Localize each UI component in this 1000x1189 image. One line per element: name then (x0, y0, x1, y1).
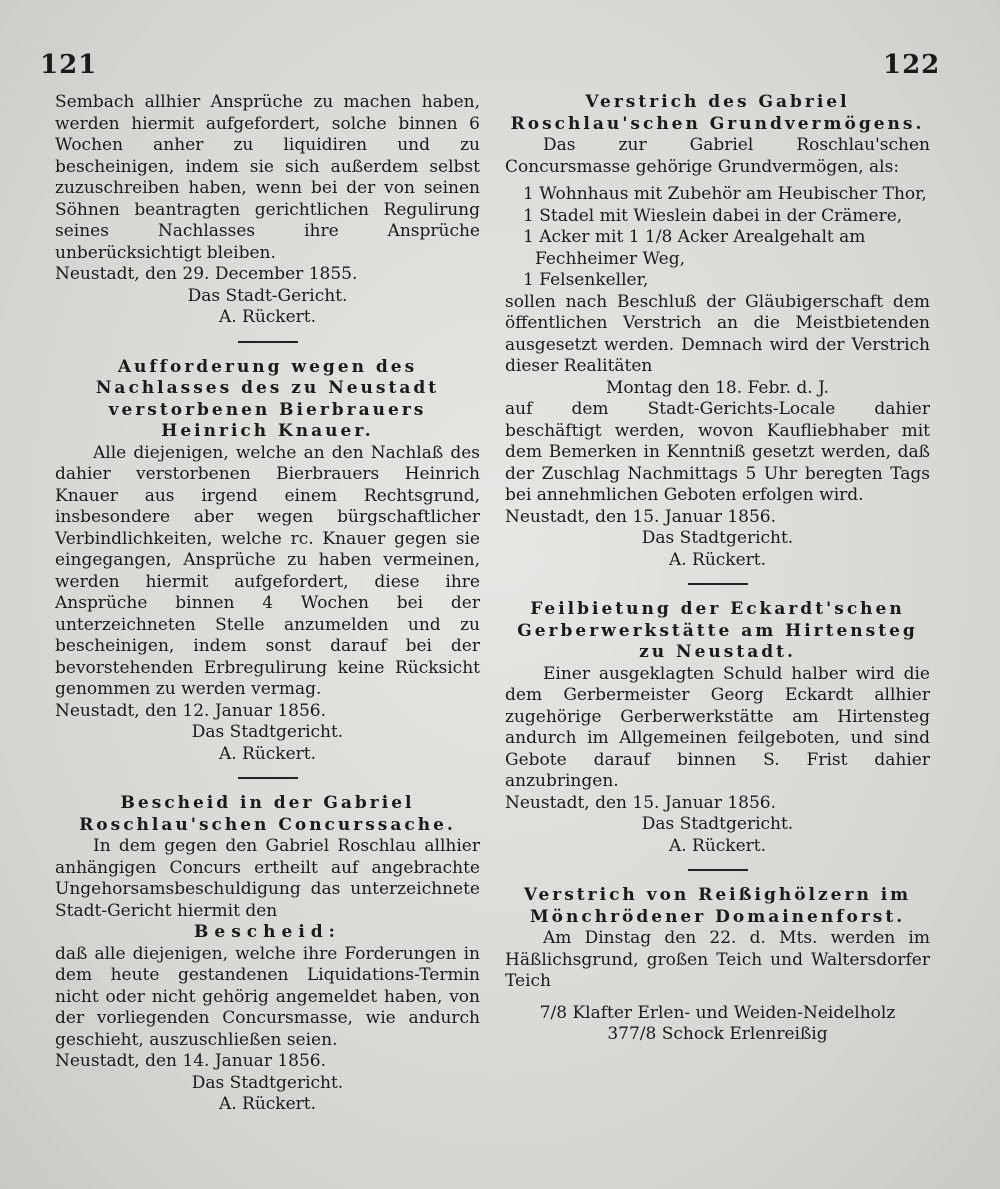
right-column (505, 92, 930, 1046)
list-item: 1 Wohnhaus mit Zubehör am Heubischer Thor, (523, 184, 927, 204)
page-number-right: 122 (883, 50, 941, 80)
signature: A. Rückert. (668, 835, 767, 856)
notice-heading: Aufforderung wegen des Nachlasses des zu Neustadt verstorbenen Bierbrauers Heinrich Knauer. (95, 356, 440, 441)
section-divider (688, 583, 748, 585)
notice-heading: Bescheid in der Gabriel Roschlau'schen Concurssache. (79, 793, 456, 835)
list-item: 377/8 Schock Erlenreißig (607, 1024, 828, 1044)
continued-notice-text: Sembach allhier Ansprüche zu machen haben, werden hiermit aufgefordert, solche binnen 6 Wochen anher zu liquidiren und zu bescheinigen, indem sie sich außerdem selbst zuzuschreiben haben, wenn bei der von seinen Söhnen beantragten gerichtlichen Regulirung seines Nachlasses ihre Ansprüche unberücksichtigt bleiben. (55, 92, 480, 263)
property-list (523, 184, 930, 292)
wood-list (505, 1003, 930, 1046)
auction-date: Montag den 18. Febr. d. J. (605, 377, 830, 398)
notice-text: Alle diejenigen, welche an den Nachlaß des dahier verstorbenen Bierbrauers Heinrich Knauer aus irgend einem Rechtsgrund, insbesondere aber wegen bürgschaftlicher Verbindlichkeiten, welche rc. Knauer gegen sie eingegangen, Ansprüche zu haben vermeinen, werden hiermit aufgefordert, diese ihre Ansprüche binnen 4 Wochen bei der unterzeichneten Stelle anzumelden und zu bescheinigen, indem sonst darauf bei der bevorstehenden Erbregulirung keine Rücksicht genommen zu werden vermag. (55, 442, 480, 699)
notice-heading: Verstrich des Gabriel Roschlau'schen Grundvermögens. (510, 92, 925, 134)
page-number-left: 121 (40, 50, 98, 80)
left-column (55, 92, 480, 1116)
notice-text: In dem gegen den Gabriel Roschlau allhier anhängigen Concurs ertheilt auf angebrachte Ungehorsamsbeschuldigung das unterzeichnete Stadt-Gericht hiermit den (55, 836, 480, 921)
list-item: 1 Felsenkeller, (523, 270, 649, 290)
list-item: 1 Stadel mit Wieslein dabei in der Crämere, (523, 205, 903, 226)
dateline: Neustadt, den 15. Januar 1856. (505, 506, 777, 527)
section-divider (238, 341, 298, 343)
notice-text: Am Dinstag den 22. d. Mts. werden im Häßlichsgrund, großen Teich und Waltersdorfer Teich (505, 928, 930, 991)
notice-text: Einer ausgeklagten Schuld halber wird die dem Gerbermeister Georg Eckardt allhier zugehörige Gerberwerkstätte am Hirtensteg andurch im Allgemeinen feilgeboten, und sind Gebote darauf binnen S. Frist dahier anzubringen. (505, 663, 930, 791)
signature: A. Rückert. (218, 743, 317, 764)
notice-text: Das zur Gabriel Roschlau'schen Concursmasse gehörige Grundvermögen, als: (505, 135, 930, 177)
notice-heading: Verstrich von Reißighölzern im Mönchrödener Domainenforst. (523, 885, 912, 927)
signature: A. Rückert. (668, 549, 767, 570)
court-name: Das Stadtgericht. (641, 528, 794, 548)
notice-text: sollen nach Beschluß der Gläubigerschaft dem öffentlichen Verstrich an die Meistbietenden ausgesetzt werden. Demnach wird der Verstrich dieser Realitäten (505, 291, 930, 376)
decree-text: daß alle diejenigen, welche ihre Forderungen in dem heute gestandenen Liquidations-Termin nicht oder nicht gehörig angemeldet haben, von der vorliegenden Concursmasse, wie andurch geschieht, auszuschließen seien. (55, 943, 480, 1050)
list-item: 1 Acker mit 1 1/8 Acker Arealgehalt am Fechheimer Weg, (523, 227, 866, 269)
court-name: Das Stadtgericht. (191, 722, 344, 742)
notice-heading: Feilbietung der Eckardt'schen Gerberwerkstätte am Hirtensteg zu Neustadt. (517, 599, 918, 662)
dateline: Neustadt, den 29. December 1855. (55, 264, 358, 284)
signature: A. Rückert. (218, 1094, 317, 1114)
court-name: Das Stadt-Gericht. (187, 285, 348, 306)
list-item: 7/8 Klafter Erlen- und Weiden-Neidelholz (539, 1002, 896, 1023)
court-name: Das Stadtgericht. (191, 1072, 344, 1093)
signature: A. Rückert. (218, 307, 317, 327)
decree-word: Bescheid: (194, 922, 341, 942)
dateline: Neustadt, den 15. Januar 1856. (505, 792, 777, 813)
section-divider (238, 777, 298, 779)
section-divider (688, 869, 748, 871)
court-name: Das Stadtgericht. (641, 814, 794, 834)
dateline: Neustadt, den 12. Januar 1856. (55, 700, 327, 721)
notice-text: auf dem Stadt-Gerichts-Locale dahier beschäftigt werden, wovon Kaufliebhaber mit dem Bemerken in Kenntniß gesetzt werden, daß der Zuschlag Nachmittags 5 Uhr beregten Tags bei annehmlichen Geboten erfolgen wird. (505, 399, 930, 505)
dateline: Neustadt, den 14. Januar 1856. (55, 1051, 327, 1071)
